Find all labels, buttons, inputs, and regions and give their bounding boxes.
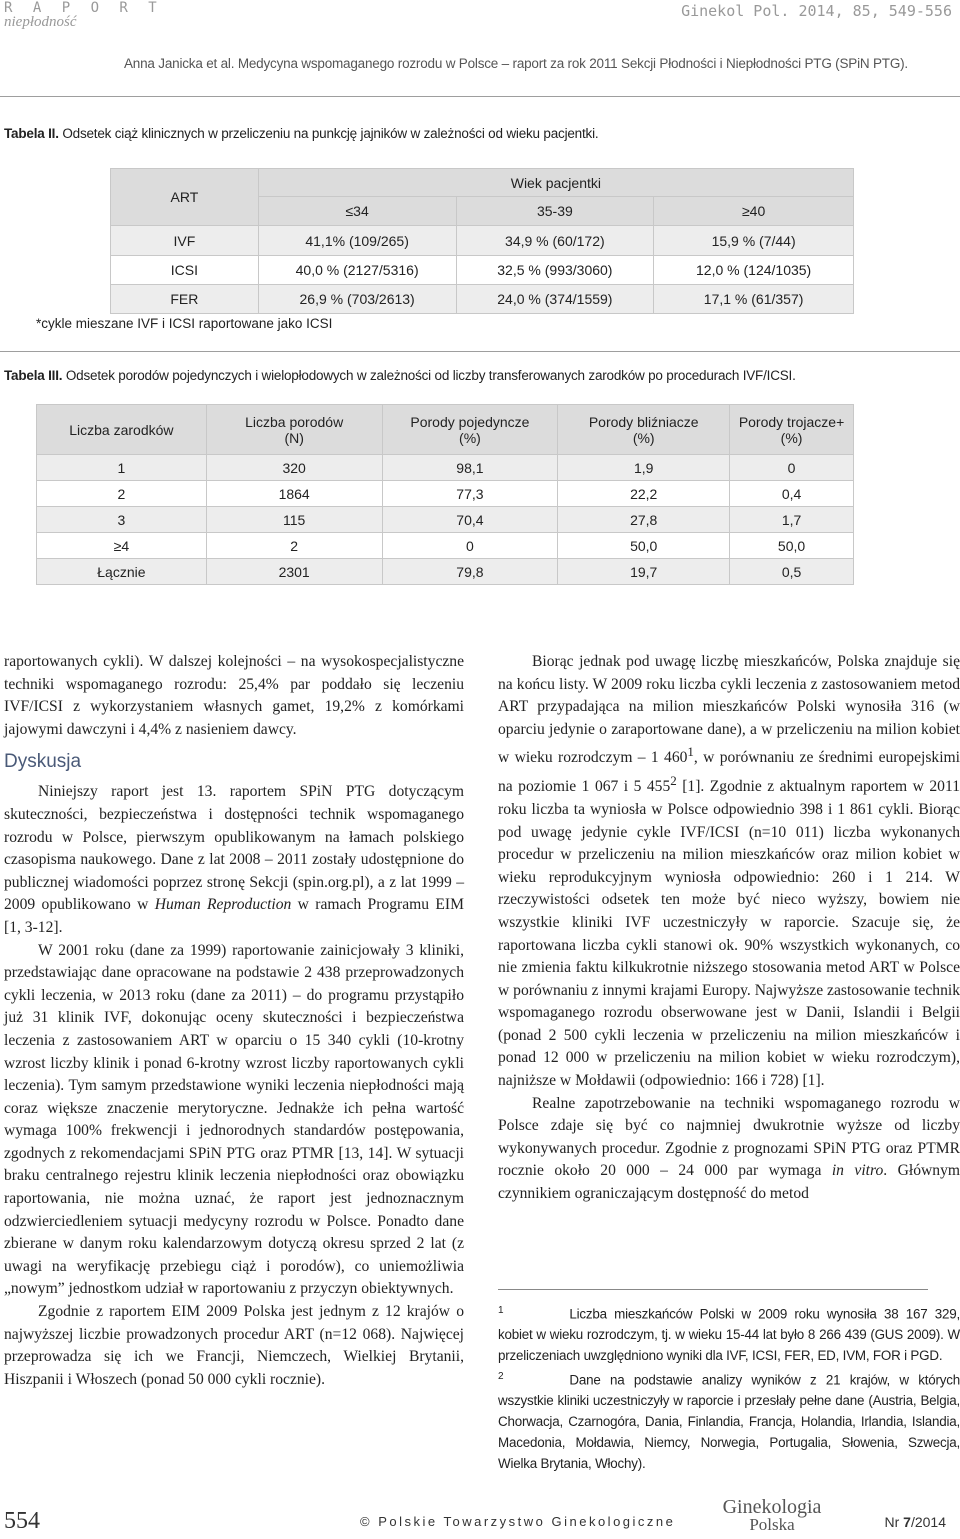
table2-cell: 40,0 % (2127/5316) [258,256,456,285]
table3-cell: 0,5 [730,559,854,585]
table-row [37,481,854,507]
table2-caption-text: Odsetek ciąż klinicznych w przeliczeniu na punkcję jajników w zależności od wieku pacjentki. [58,126,599,141]
table-row [37,455,854,481]
table3-cell: 98,1 [382,455,558,481]
text-run: Realne zapotrzebowanie na techniki wspomaganego rozrodu w Polsce zdaje się być co najmniej dwukrotnie wyższe od liczby wykonywanych procedur. Zgodnie z prognozami SPiN PTG oraz PTMR rocznie około 20 000 – 24 000 par wymaga [498,1094,960,1180]
issue-prefix: Nr [884,1514,904,1530]
journal-title: Human Reproduction [154,896,292,914]
table3-cell: 50,0 [730,533,854,559]
table2-cell: 15,9 % (7/44) [654,226,854,256]
issue-number [884,1514,946,1530]
body-paragraph [498,651,960,1093]
body-paragraph: W 2001 roku (dane za 1999) raportowanie zainicjowały 3 kliniki, przedstawiając dane opracowane na podstawie 2 438 przeprowadzonych cykli leczenia, w 2013 roku (dane za 2011) – do programu przystąpiło już 31 klinik IVF, dokonując oceny skuteczności i bezpieczeństwa leczenia z zastosowaniem ART w oparciu o 15 340 cykli (10-krotny wzrost liczby klinik i ponad 6-krotny wzrost liczby raportowanych cykli leczenia). Tym samym przedstawione wyniki leczenia niepłodności mają coraz większe znaczenie merytoryczne. Jednakże ich pełna wartość wymaga 100% frekwencji i jednorodnych standardów postępowania, zgodnych z rekomendacjami SPiN PTG oraz PTMR [13, 14]. W sytuacji braku centralnego rejestru klinik leczenia niepłodności oraz obowiązku raportowania, nie można uznać, że raport jest jednoznacznym odzwierciedleniem sytuacji medycyny rozrodu w Polsce. Ponadto dane zbierane w danym roku kalendarzowym dotyczą okresu sprzed 2 lat (z uwagi na weryfikację przebiegu ciąż i porodów), co uniemożliwia „nowym” jednostkom udział w raportowaniu z przyczyn obiektywnych. [4,941,464,1298]
footnote [498,1366,960,1474]
table3-cell: 2 [206,533,382,559]
text-run: , w porównaniu ze średnimi europejskimi na poziomie 1 067 i 5 455 [498,749,960,796]
table2-group-header: Wiek pacjentki [258,169,853,197]
journal-logo [712,1498,832,1534]
table3-cell: 115 [206,507,382,533]
issue-year: /2014 [910,1514,946,1530]
body-paragraph: raportowanych cykli). W dalszej kolejności – na wysokospecjalistyczne techniki wspomaganego rozrodu: 25,4% par poddało się leczeniu IVF/ICSI z wykorzystaniem własnych gamet, 19,2% z komórkami jajowymi dawczyni i 4,4% z nasieniem dawcy. [4,653,464,738]
footnote-ref: 1 [687,744,694,760]
body-paragraph [498,1093,960,1206]
table3-cell: 77,3 [382,481,558,507]
table3-caption-text: Odsetek porodów pojedynczych i wielopłodowych w zależności od liczby transferowanych zarodków po procedurach IVF/ICSI. [62,368,796,383]
table-row [111,226,854,256]
table2-col-header: ≤34 [258,197,456,226]
section-heading: Dyskusja [4,751,82,773]
text-run: w ramach Programu EIM [1, 3-12]. [4,896,464,936]
logo-line: Polska [749,1515,795,1534]
table3-caption [4,368,796,383]
table-row [37,533,854,559]
table3-cell: 22,2 [558,481,730,507]
header-series: R A P O R T [4,0,163,16]
text-run: . Głównym czynnikiem ograniczającym dostępność do metod [498,1162,960,1203]
table3-cell: 1,9 [558,455,730,481]
table3-cell: 0,4 [730,481,854,507]
table-row [37,559,854,585]
footnote-number: 1 [498,1305,504,1316]
table-row [111,285,854,314]
table2-cell: 41,1% (109/265) [258,226,456,256]
body-left-column [4,651,464,1391]
italic-term: in vitro [831,1162,884,1180]
table3-col-header: Porody pojedyncze (%) [382,405,558,455]
journal-citation: Ginekol Pol. 2014, 85, 549-556 [681,2,952,20]
table3-cell: 0 [382,533,558,559]
table3-cell: 79,8 [382,559,558,585]
text-run: Biorąc jednak pod uwagę liczbę mieszkańców, Polska znajduje się na końcu listy. W 2009 roku liczba cykli leczenia z zastosowaniem metod ART przypadająca na milion mieszkańców Polski wynosiła 316 (w oparciu jedynie o zaraportowane dane), a w przeliczeniu na milion kobiet w wieku rozrodczym – 1 460 [498,653,960,767]
table3-col-header: Porody bliźniacze (%) [558,405,730,455]
table2-note: *cykle mieszane IVF i ICSI raportowane jako ICSI [36,316,333,331]
running-author-line: Anna Janicka et al. Medycyna wspomaganego rozrodu w Polsce – raport za rok 2011 Sekcji Płodności i Niepłodności PTG (SPiN PTG). [124,56,908,71]
body-right-column [498,651,960,1206]
table3-cell: 2 [37,481,207,507]
table2-cell: 17,1 % (61/357) [654,285,854,314]
footnote-divider [498,1289,928,1290]
table2-col-header: 35-39 [456,197,654,226]
table2-cell: 12,0 % (124/1035) [654,256,854,285]
table3-cell: 70,4 [382,507,558,533]
table3-cell: Łącznie [37,559,207,585]
footnote-text: Dane na podstawie analizy wyników z 21 krajów, w których wszystkie kliniki uczestniczyły w raporcie i przesłały pełne dane (Austria, Belgia, Chorwacja, Czarnogóra, Dania, Finlandia, Francja, Holandia, Irlandia, Islandia, Macedonia, Mołdawia, Niemcy, Norwegia, Portugalia, Słowenia, Szwecja, Wielka Brytania, Włochy). [498,1372,960,1472]
table3-cell: 27,8 [558,507,730,533]
table2-row-name: IVF [111,226,259,256]
body-paragraph: Zgodnie z raportem EIM 2009 Polska jest jednym z 12 krajów o najwyższej liczbie prowadzonych procedur ART (n=12 068). Najwięcej przeprowadza się ich we Francji, Niemczech, Wielkiej Brytanii, Hiszpanii i Włoszech (ponad 50 000 cykli rocznie). [4,1303,464,1388]
table3-col-header: Porody trojacze+ (%) [730,405,854,455]
footnote-text: Liczba mieszkańców Polski w 2009 roku wynosiła 38 167 329, kobiet w wieku rozrodczym, tj. w wieku 15-44 lat było 8 266 439 (GUS 2009). W przeliczeniach uwzględniono wyniki dla IVF, ICSI, FER, ED, IVM, FOR i PGD. [498,1306,960,1364]
table2-corner: ART [111,169,259,226]
table3-cell: 1,7 [730,507,854,533]
footnote [498,1300,960,1366]
header-section: niepłodność [4,14,77,30]
table3 [36,404,854,585]
table3-cell: 1864 [206,481,382,507]
table3-cell: 0 [730,455,854,481]
table3-cell: 320 [206,455,382,481]
table2-cell: 34,9 % (60/172) [456,226,654,256]
table-row [111,256,854,285]
table3-cell: ≥4 [37,533,207,559]
section-divider [0,351,960,352]
table2 [110,168,854,314]
logo-line: Ginekologia [722,1496,822,1518]
table-row [37,507,854,533]
table2-caption-label: Tabela II. [4,126,59,141]
text-run: Niniejszy raport jest 13. raportem SPiN PTG dotyczącym skuteczności, bezpieczeństwa i dostępności technik wspomaganego rozrodu w Polsce, pierwszym opublikowanym na łamach polskiego czasopisma naukowego. Dane z lat 2008 – 2011 zostały udostępnione do publicznej wiadomości poprzez stronę Sekcji (spin.org.pl), a z lat 1999 – 2009 opublikowano w [4,783,464,914]
table2-cell: 26,9 % (703/2613) [258,285,456,314]
footnote-number: 2 [498,1371,504,1382]
table3-col-header: Liczba porodów (N) [206,405,382,455]
table2-cell: 32,5 % (993/3060) [456,256,654,285]
footnote-ref: 2 [670,773,677,789]
header-divider [0,96,960,97]
table2-cell: 24,0 % (374/1559) [456,285,654,314]
table3-cell: 3 [37,507,207,533]
table3-caption-label: Tabela III. [4,368,63,383]
text-run: [1]. Zgodnie z aktualnym raportem w 2011 roku liczba ta wyniosła w Polsce odpowiednio 398 i 1 861 cykli. Biorąc pod uwagę jedynie cykle IVF/ICSI (n=10 011) liczba wykonanych procedur w przeliczeniu na milion mieszkańców oraz milion kobiet w wieku reprodukcyjnym wyniosła odpowiednio: 260 i 1 214. W rzeczywistości odsetek ten może być nieco wyższy, bowiem nie wszystkie kliniki IVF uczestniczyły w raporcie. Szacuje się, że raportowana liczba cykli stanowi ok. 90% wszystkich wykonanych, co nie zmienia faktu kilkukrotnie niższego stosowania metod ART w Polsce w porównaniu z innymi krajami Europy. Najwyższe zastosowanie technik wspomaganego rozrodu obserwowane jest w Danii, Islandii i Belgii (ponad 2 500 cykli leczenia w przeliczeniu na milion mieszkańców i ponad 12 000 w przeliczeniu na milion kobiet w wieku rozrodczym), najniższe w Mołdawii (odpowiednio: 166 i 728) [1]. [498,778,960,1090]
table2-row-name: FER [111,285,259,314]
table2-row-name: ICSI [111,256,259,285]
table3-cell: 50,0 [558,533,730,559]
society-credit: © Polskie Towarzystwo Ginekologiczne [360,1514,676,1529]
table2-caption [4,126,598,141]
body-paragraph [4,781,464,939]
table3-cell: 2301 [206,559,382,585]
table3-cell: 1 [37,455,207,481]
issue-num: 7 [903,1514,911,1530]
table3-col-header: Liczba zarodków [37,405,207,455]
table2-col-header: ≥40 [654,197,854,226]
table3-cell: 19,7 [558,559,730,585]
page-number: 554 [4,1508,40,1534]
